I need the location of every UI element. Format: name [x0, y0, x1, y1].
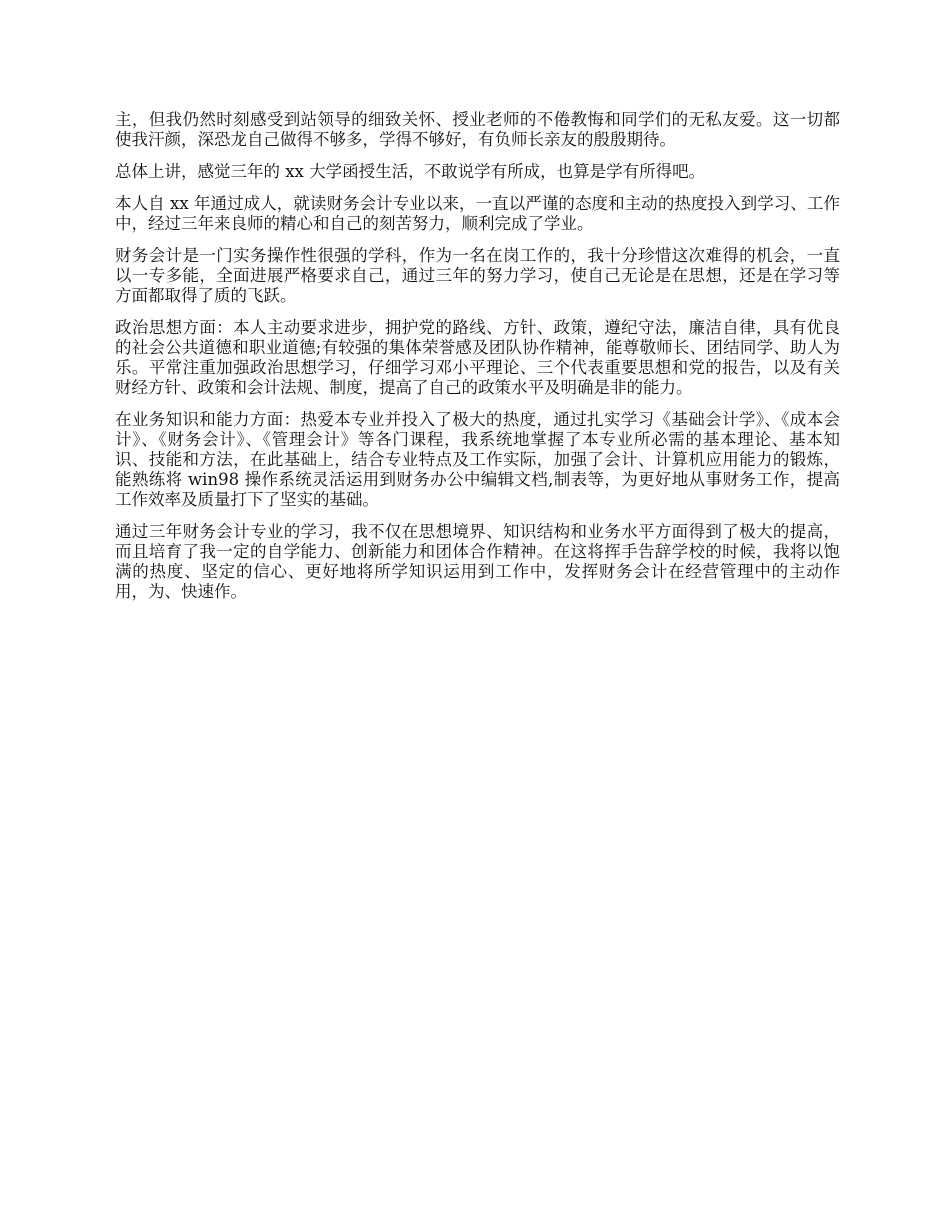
paragraph-1: 主，但我仍然时刻感受到站领导的细致关怀、授业老师的不倦教悔和同学们的无私友爱。这一切都使我汗颜，深恐龙自己做得不够多，学得不够好，有负师长亲友的殷殷期待。 — [115, 110, 840, 149]
paragraph-5: 政治思想方面：本人主动要求进步，拥护党的路线、方针、政策，遵纪守法，廉洁自律，具有优良的社会公共道德和职业道德;有较强的集体荣誉感及团队协作精神，能尊敬师长、团结同学、助人为乐。平常注重加强政治思想学习，仔细学习邓小平理论、三个代表重要思想和党的报告，以及有关财经方针、政策和会计法规、制度，提高了自己的政策水平及明确是非的能力。 — [115, 318, 840, 397]
paragraph-2: 总体上讲，感觉三年的 xx 大学函授生活，不敢说学有所成，也算是学有所得吧。 — [115, 162, 706, 181]
paragraph-4: 财务会计是一门实务操作性很强的学科，作为一名在岗工作的，我十分珍惜这次难得的机会，一直以一专多能，全面进展严格要求自己，通过三年的努力学习，使自己无论是在思想，还是在学习等方面都取得了质的飞跃。 — [115, 246, 840, 305]
paragraph-3: 本人自 xx 年通过成人，就读财务会计专业以来，一直以严谨的态度和主动的热度投入到学习、工作中，经过三年来良师的精心和自己的刻苦努力，顺利完成了学业。 — [115, 194, 840, 233]
document-body — [115, 110, 840, 614]
paragraph-7: 通过三年财务会计专业的学习，我不仅在思想境界、知识结构和业务水平方面得到了极大的提高，而且培育了我一定的自学能力、创新能力和团体合作精神。在这将挥手告辞学校的时候，我将以饱满的热度、坚定的信心、更好地将所学知识运用到工作中，发挥财务会计在经营管理中的主动作用，为、快速作。 — [115, 522, 840, 601]
paragraph-6: 在业务知识和能力方面：热爱本专业并投入了极大的热度，通过扎实学习《基础会计学》、《成本会计》、《财务会计》、《管理会计》等各门课程，我系统地掌握了本专业所必需的基本理论、基本知识、技能和方法，在此基础上，结合专业特点及工作实际，加强了会计、计算机应用能力的锻炼，能熟练将 win98 操作系统灵活运用到财务办公中编辑文档,制表等，为更好地从事财务工作，提高工作效率及质量打下了坚实的基础。 — [115, 410, 840, 509]
